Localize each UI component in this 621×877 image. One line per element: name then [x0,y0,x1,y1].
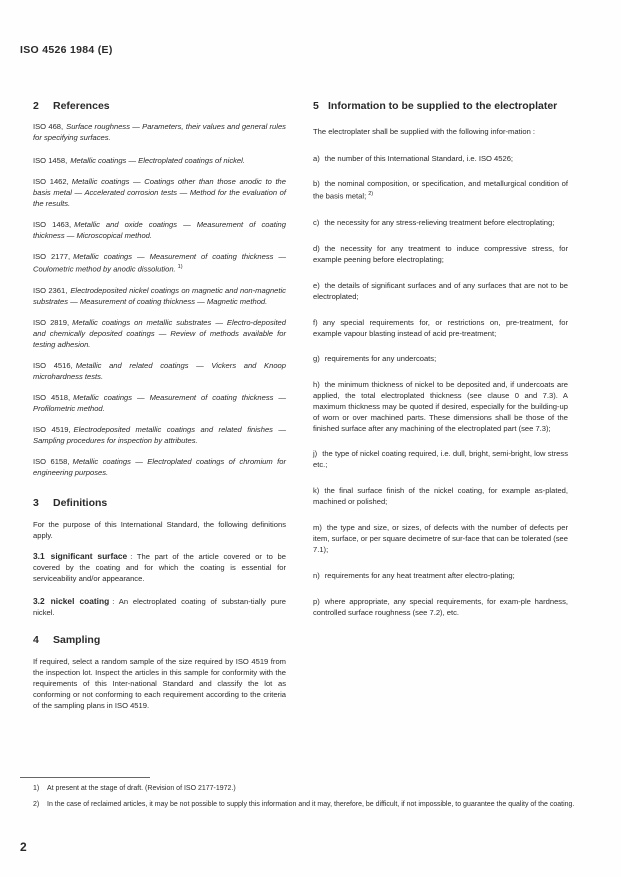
item-label: d) [313,243,320,253]
reference-title: Metallic coatings — Electroplated coatings of nickel. [70,156,245,165]
information-heading: 5 Information to be supplied to the electroplater [313,100,558,112]
item-text: the minimum thickness of nickel to be deposited and, if undercoats are applied, the total electroplated thickness (see clause 0 and 7.3). A maximum thickness may be quoted if desired, especially for the building-up of worn or over machined parts. These dimensions shall be those of the finished surface after any machining of the electroplated part (see 7.3); [313,379,568,433]
footnote-text: At present at the stage of draft. (Revision of ISO 2177-1972.) [47,785,236,792]
reference-code: ISO 2361, [33,285,68,295]
item-label: c) [313,217,320,227]
reference-code: ISO 4516, [33,360,73,370]
definitions-list [33,551,286,618]
definition-number: 3.1 [33,550,45,561]
information-item [313,153,568,164]
document-id: ISO 4526 1984 (E) [20,44,113,56]
footnote-item [33,784,578,794]
definitions-heading: 3 Definitions [33,496,108,509]
information-item [313,570,568,581]
reference-title: Electrodeposited metallic coatings and related finishes — Sampling procedures for inspection by attributes. [33,424,286,445]
definitions-intro: For the purpose of this International Standard, the following definitions apply. [33,519,286,540]
item-label: p) [313,596,320,606]
reference-item [33,155,286,166]
information-item [313,379,568,434]
item-text: the final surface finish of the nickel coating, for example as-plated, machined or polished; [313,485,568,506]
item-text: any special requirements for, or restrictions on, pre-treatment, for example vapour blasting instead of acid pre-treatment; [313,317,568,338]
reference-item [33,251,286,275]
reference-title: Surface roughness — Parameters, their values and general rules for specifying surfaces. [33,122,286,142]
item-text: requirements for any heat treatment after electro-plating; [324,570,515,580]
item-label: m) [313,522,322,532]
definition-item [33,551,286,584]
definition-label [33,551,130,561]
reference-item [33,392,286,414]
information-item [313,596,568,618]
information-item [313,448,568,470]
footnote-rule [20,777,150,778]
information-item [313,178,568,202]
item-text: the details of significant surfaces and of any surfaces that are not to be electroplated; [313,280,568,301]
reference-item [33,121,286,143]
reference-title: Metallic coatings on metallic substrates — Electro-deposited and chemically deposited coatings — Review of methods available for testing adhesion. [33,317,287,349]
definition-number: 3.2 [33,595,45,606]
reference-code: ISO 468, [33,122,64,131]
definition-text: : An electroplated coating of substan-tially pure nickel. [33,596,286,617]
reference-code: ISO 4519, [33,424,71,434]
left-column [33,100,286,711]
page-number: 2 [20,840,27,854]
reference-code: ISO 1462, [33,177,69,186]
sampling-heading: 4 Sampling [33,633,101,646]
definition-term: nickel coating [50,595,110,606]
references-heading: 2 References [33,100,110,112]
definition-item [33,596,286,618]
footnote-ref: 2) [368,191,374,197]
information-item [313,317,568,339]
information-list [313,153,568,618]
footnote-mark: 2) [33,801,40,808]
information-intro: The electroplater shall be supplied with the following infor-mation : [313,127,536,136]
item-text: the number of this International Standard, i.e. ISO 4526; [324,154,514,163]
reference-code: ISO 6158, [33,456,70,466]
item-text: the necessity for any stress-relieving treatment before electroplating; [324,217,555,227]
reference-code: ISO 2819, [33,317,70,327]
definition-term: significant surface [50,550,128,561]
footnotes [33,784,578,816]
item-label: b) [313,179,320,188]
reference-item [33,176,286,209]
reference-title: Metallic and related coatings — Vickers and Knoop microhardness tests. [33,360,286,381]
item-label: h) [313,379,320,389]
item-text: the type and size, or sizes, of defects with the number of defects per item, surface, or per square decimetre of sur-face that can be tolerated (see 7.1); [313,522,568,554]
item-label: n) [313,570,320,580]
reference-title: Metallic coatings — Measurement of coating thickness — Coulometric method by anodic dissolution. [33,252,286,274]
information-item [313,485,568,507]
item-text: the type of nickel coating required, i.e. dull, bright, semi-bright, low stress etc.; [313,448,568,469]
information-item [313,243,568,265]
item-text: the nominal composition, or specification, and metallurgical condition of the basis metal; [313,179,568,201]
item-text: the necessity for any treatment to induce compressive stress, for example peening before electroplating; [313,243,568,264]
reference-item [33,360,286,382]
reference-title: Metallic coatings — Measurement of coating thickness — Profilometric method. [33,392,286,413]
footnote-ref: 1) [177,264,183,270]
references-list [33,121,286,478]
information-item [313,217,568,228]
definition-text: : The part of the article covered or to be covered by the coating and for which the coating is essential for serviceability and/or appearance. [33,551,286,583]
reference-code: ISO 2177, [33,252,71,261]
reference-item [33,285,286,307]
information-item [313,280,568,302]
reference-title: Metallic and oxide coatings — Measurement of coating thickness — Microscopical method. [33,220,286,240]
reference-title: Metallic coatings — Electroplated coatings of chromium for engineering purposes. [33,456,286,477]
item-label: e) [313,280,320,290]
item-text: requirements for any undercoats; [324,353,437,363]
information-item [313,353,568,364]
definition-label [33,596,112,606]
item-text: where appropriate, any special requirements, for exam-ple hardness, controlled surface roughness (see 7.2), etc. [313,596,568,617]
sampling-text: If required, select a random sample of the size required by ISO 4519 from the inspection lot. Inspect the articles in this sample for conformity with the requirements of this Inter-national Standard and classify the lot as conforming or not conforming to each requirement according to the criteria of the sampling plans in ISO 4519. [33,656,286,710]
footnote-item [33,800,578,810]
item-label: a) [313,154,320,163]
item-label: k) [313,485,320,495]
right-column [313,100,568,618]
reference-code: ISO 1463, [33,220,72,229]
reference-code: ISO 1458, [33,156,68,165]
reference-title: Electrodeposited nickel coatings on magnetic and non-magnetic substrates — Measurement of coating thickness — Magnetic method. [33,285,286,306]
footnote-mark: 1) [33,785,40,792]
reference-item [33,424,286,446]
reference-item [33,317,286,350]
reference-code: ISO 4518, [33,392,71,402]
item-label: f) [313,317,318,327]
footnote-text: In the case of reclaimed articles, it may be not possible to supply this information and it may, therefore, be difficult, if not impossible, to guarantee the quality of the coating. [47,801,575,808]
item-label: j) [313,448,318,458]
reference-item [33,456,286,478]
item-label: g) [313,353,320,363]
reference-item [33,219,286,241]
information-item [313,522,568,555]
reference-title: Metallic coatings — Coatings other than those anodic to the basis metal — Accelerated corrosion tests — Method for the evaluation of the results. [33,177,286,208]
